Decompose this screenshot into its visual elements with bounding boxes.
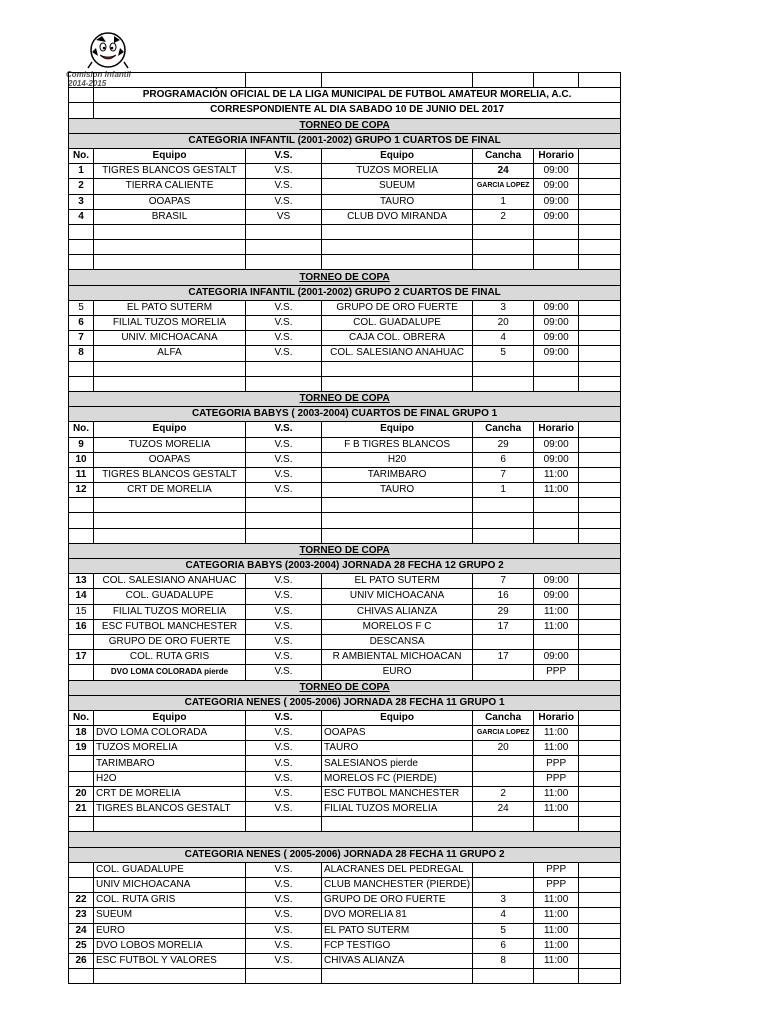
away-team: TAURO — [322, 194, 473, 209]
away-team: EURO — [322, 665, 473, 680]
away-team: MORELOS FC (PIERDE) — [322, 771, 473, 786]
col-vs-header: V.S. — [246, 148, 322, 163]
categoria-title: CATEGORIA INFANTIL (2001-2002) GRUPO 1 CUARTOS DE FINAL — [69, 133, 621, 148]
match-number — [69, 634, 94, 649]
cancha-value: 16 — [473, 589, 534, 604]
away-team: CHIVAS ALIANZA — [322, 604, 473, 619]
match-number: 15 — [69, 604, 94, 619]
cancha-value: 20 — [473, 316, 534, 331]
column-header-row — [69, 710, 621, 725]
match-row — [69, 802, 621, 817]
cancha-value: 6 — [473, 452, 534, 467]
away-team: GRUPO DE ORO FUERTE — [322, 300, 473, 315]
match-row — [69, 209, 621, 224]
away-team: SUEUM — [322, 179, 473, 194]
versus-label: V.S. — [246, 194, 322, 209]
match-number — [69, 665, 94, 680]
horario-value: 11:00 — [534, 786, 579, 801]
categoria-row — [69, 407, 621, 422]
torneo-row — [69, 680, 621, 695]
match-row — [69, 650, 621, 665]
versus-label: V.S. — [246, 634, 322, 649]
match-row — [69, 938, 621, 953]
match-number: 23 — [69, 908, 94, 923]
categoria-title: CATEGORIA NENES ( 2005-2006) JORNADA 28 FECHA 11 GRUPO 1 — [69, 695, 621, 710]
versus-label: V.S. — [246, 938, 322, 953]
horario-value: 09:00 — [534, 346, 579, 361]
home-team: OOAPAS — [94, 194, 246, 209]
torneo-title — [69, 832, 621, 847]
horario-value: 09:00 — [534, 179, 579, 194]
away-team: EL PATO SUTERM — [322, 574, 473, 589]
match-row — [69, 741, 621, 756]
away-team: FCP TESTIGO — [322, 938, 473, 953]
match-row — [69, 589, 621, 604]
match-row — [69, 665, 621, 680]
col-team2-header: Equipo — [322, 148, 473, 163]
horario-value: 09:00 — [534, 316, 579, 331]
away-team: DESCANSA — [322, 634, 473, 649]
home-team: H2O — [94, 771, 246, 786]
horario-value: 11:00 — [534, 604, 579, 619]
cancha-value: 2 — [473, 786, 534, 801]
horario-value: 09:00 — [534, 300, 579, 315]
versus-label: V.S. — [246, 619, 322, 634]
versus-label: V.S. — [246, 650, 322, 665]
home-team: TIGRES BLANCOS GESTALT — [94, 467, 246, 482]
cancha-value: 4 — [473, 331, 534, 346]
away-team: DVO MORELIA 81 — [322, 908, 473, 923]
match-number: 8 — [69, 346, 94, 361]
col-team1-header: Equipo — [94, 422, 246, 437]
match-row — [69, 483, 621, 498]
versus-label: V.S. — [246, 331, 322, 346]
away-team: COL. GUADALUPE — [322, 316, 473, 331]
logo-caption: Comision Infantil — [66, 70, 131, 79]
home-team: CRT DE MORELIA — [94, 786, 246, 801]
match-row — [69, 893, 621, 908]
cancha-value — [473, 877, 534, 892]
versus-label: V.S. — [246, 665, 322, 680]
versus-label: V.S. — [246, 437, 322, 452]
match-row — [69, 437, 621, 452]
home-team: EURO — [94, 923, 246, 938]
match-number: 9 — [69, 437, 94, 452]
horario-value: 11:00 — [534, 726, 579, 741]
match-number: 4 — [69, 209, 94, 224]
match-number: 19 — [69, 741, 94, 756]
match-number — [69, 756, 94, 771]
torneo-row — [69, 118, 621, 133]
categoria-row — [69, 695, 621, 710]
versus-label: V.S. — [246, 726, 322, 741]
match-row — [69, 452, 621, 467]
column-header-row — [69, 422, 621, 437]
versus-label: V.S. — [246, 908, 322, 923]
blank-row — [69, 73, 621, 88]
cancha-value: 7 — [473, 574, 534, 589]
versus-label: V.S. — [246, 179, 322, 194]
away-team: TUZOS MORELIA — [322, 164, 473, 179]
horario-value: 11:00 — [534, 802, 579, 817]
categoria-title: CATEGORIA BABYS (2003-2004) JORNADA 28 FECHA 12 GRUPO 2 — [69, 559, 621, 574]
col-cancha-header: Cancha — [473, 710, 534, 725]
home-team: OOAPAS — [94, 452, 246, 467]
blank-row — [69, 817, 621, 832]
cancha-value: 29 — [473, 604, 534, 619]
torneo-title: TORNEO DE COPA — [69, 680, 621, 695]
home-team: TIERRA CALIENTE — [94, 179, 246, 194]
match-row — [69, 331, 621, 346]
match-row — [69, 467, 621, 482]
home-team: TIGRES BLANCOS GESTALT — [94, 802, 246, 817]
versus-label: V.S. — [246, 316, 322, 331]
horario-value: 09:00 — [534, 437, 579, 452]
match-number: 20 — [69, 786, 94, 801]
home-team: SUEUM — [94, 908, 246, 923]
versus-label: V.S. — [246, 574, 322, 589]
home-team: FILIAL TUZOS MORELIA — [94, 604, 246, 619]
away-team: R AMBIENTAL MICHOACAN — [322, 650, 473, 665]
away-team: CAJA COL. OBRERA — [322, 331, 473, 346]
categoria-row — [69, 133, 621, 148]
versus-label: V.S. — [246, 786, 322, 801]
match-number: 6 — [69, 316, 94, 331]
col-team2-header: Equipo — [322, 422, 473, 437]
col-horario-header: Horario — [534, 148, 579, 163]
title-row — [69, 88, 621, 103]
home-team: ESC FUTBOL MANCHESTER — [94, 619, 246, 634]
match-number: 1 — [69, 164, 94, 179]
cancha-value: GARCIA LOPEZ — [473, 726, 534, 741]
cancha-value: 5 — [473, 923, 534, 938]
home-team: UNIV MICHOACANA — [94, 877, 246, 892]
horario-value: 11:00 — [534, 908, 579, 923]
match-number: 22 — [69, 893, 94, 908]
cancha-value: 5 — [473, 346, 534, 361]
match-row — [69, 316, 621, 331]
versus-label: V.S. — [246, 300, 322, 315]
match-row — [69, 194, 621, 209]
torneo-row — [69, 391, 621, 406]
away-team: CLUB MANCHESTER (PIERDE) — [322, 877, 473, 892]
cancha-value: 2 — [473, 209, 534, 224]
versus-label: V.S. — [246, 893, 322, 908]
cancha-value — [473, 665, 534, 680]
col-team1-header: Equipo — [94, 710, 246, 725]
versus-label: V.S. — [246, 604, 322, 619]
away-team: F B TIGRES BLANCOS — [322, 437, 473, 452]
cancha-value: 3 — [473, 893, 534, 908]
home-team: GRUPO DE ORO FUERTE — [94, 634, 246, 649]
cancha-value: 4 — [473, 908, 534, 923]
categoria-title: CATEGORIA NENES ( 2005-2006) JORNADA 28 FECHA 11 GRUPO 2 — [69, 847, 621, 862]
torneo-title: TORNEO DE COPA — [69, 543, 621, 558]
blank-row — [69, 255, 621, 270]
cancha-value: 8 — [473, 953, 534, 968]
home-team: TUZOS MORELIA — [94, 741, 246, 756]
home-team: COL. GUADALUPE — [94, 862, 246, 877]
horario-value: 11:00 — [534, 938, 579, 953]
away-team: OOAPAS — [322, 726, 473, 741]
match-number: 10 — [69, 452, 94, 467]
horario-value: 11:00 — [534, 923, 579, 938]
horario-value: 11:00 — [534, 619, 579, 634]
away-team: ESC FUTBOL MANCHESTER — [322, 786, 473, 801]
home-team: TIGRES BLANCOS GESTALT — [94, 164, 246, 179]
home-team: FILIAL TUZOS MORELIA — [94, 316, 246, 331]
home-team: TUZOS MORELIA — [94, 437, 246, 452]
match-row — [69, 619, 621, 634]
match-row — [69, 756, 621, 771]
column-header-row — [69, 148, 621, 163]
blank-row — [69, 240, 621, 255]
col-no-header: No. — [69, 710, 94, 725]
versus-label: V.S. — [246, 164, 322, 179]
cancha-value: 24 — [473, 164, 534, 179]
away-team: FILIAL TUZOS MORELIA — [322, 802, 473, 817]
match-row — [69, 786, 621, 801]
match-row — [69, 634, 621, 649]
horario-value: 11:00 — [534, 893, 579, 908]
match-number: 17 — [69, 650, 94, 665]
horario-value: PPP — [534, 756, 579, 771]
blank-row — [69, 969, 621, 984]
versus-label: V.S. — [246, 483, 322, 498]
home-team: COL. RUTA GRIS — [94, 893, 246, 908]
cancha-value — [473, 634, 534, 649]
torneo-title: TORNEO DE COPA — [69, 391, 621, 406]
horario-value: 09:00 — [534, 194, 579, 209]
match-number: 12 — [69, 483, 94, 498]
versus-label: V.S. — [246, 452, 322, 467]
col-team1-header: Equipo — [94, 148, 246, 163]
logo-years: 2014-2015 — [68, 79, 107, 88]
cancha-value — [473, 862, 534, 877]
match-row — [69, 574, 621, 589]
away-team: TARIMBARO — [322, 467, 473, 482]
cancha-value — [473, 756, 534, 771]
home-team: COL. RUTA GRIS — [94, 650, 246, 665]
home-team: COL. SALESIANO ANAHUAC — [94, 574, 246, 589]
col-vs-header: V.S. — [246, 422, 322, 437]
horario-value — [534, 634, 579, 649]
match-number: 18 — [69, 726, 94, 741]
subtitle-row — [69, 103, 621, 118]
col-team2-header: Equipo — [322, 710, 473, 725]
torneo-row — [69, 832, 621, 847]
torneo-row — [69, 270, 621, 285]
horario-value: 11:00 — [534, 741, 579, 756]
torneo-title: TORNEO DE COPA — [69, 270, 621, 285]
match-row — [69, 953, 621, 968]
cancha-value: 6 — [473, 938, 534, 953]
match-number: 16 — [69, 619, 94, 634]
away-team: UNIV MICHOACANA — [322, 589, 473, 604]
versus-label: V.S. — [246, 877, 322, 892]
cancha-value — [473, 771, 534, 786]
versus-label: V.S. — [246, 741, 322, 756]
match-row — [69, 862, 621, 877]
match-row — [69, 726, 621, 741]
horario-value: PPP — [534, 771, 579, 786]
home-team: CRT DE MORELIA — [94, 483, 246, 498]
versus-label: V.S. — [246, 953, 322, 968]
match-row — [69, 604, 621, 619]
col-cancha-header: Cancha — [473, 422, 534, 437]
cancha-value: 17 — [473, 619, 534, 634]
schedule-table — [68, 72, 621, 984]
match-number — [69, 877, 94, 892]
match-number: 7 — [69, 331, 94, 346]
versus-label: V.S. — [246, 467, 322, 482]
away-team: TAURO — [322, 483, 473, 498]
categoria-row — [69, 559, 621, 574]
cancha-value: GARCIA LOPEZ — [473, 179, 534, 194]
match-row — [69, 346, 621, 361]
horario-value: 09:00 — [534, 331, 579, 346]
home-team: ESC FUTBOL Y VALORES — [94, 953, 246, 968]
match-number: 24 — [69, 923, 94, 938]
home-team: ALFA — [94, 346, 246, 361]
cancha-value: 17 — [473, 650, 534, 665]
versus-label: V.S. — [246, 346, 322, 361]
horario-value: 09:00 — [534, 574, 579, 589]
versus-label: V.S. — [246, 802, 322, 817]
horario-value: 09:00 — [534, 452, 579, 467]
home-team: BRASIL — [94, 209, 246, 224]
match-number — [69, 862, 94, 877]
col-horario-header: Horario — [534, 710, 579, 725]
torneo-row — [69, 543, 621, 558]
match-number: 26 — [69, 953, 94, 968]
horario-value: 09:00 — [534, 650, 579, 665]
document-title: PROGRAMACIÓN OFICIAL DE LA LIGA MUNICIPAL DE FUTBOL AMATEUR MORELIA, A.C. — [94, 88, 621, 103]
col-vs-header: V.S. — [246, 710, 322, 725]
match-row — [69, 164, 621, 179]
match-number — [69, 771, 94, 786]
blank-row — [69, 361, 621, 376]
cancha-value: 1 — [473, 194, 534, 209]
match-row — [69, 771, 621, 786]
match-number: 11 — [69, 467, 94, 482]
horario-value: PPP — [534, 665, 579, 680]
match-row — [69, 179, 621, 194]
match-number: 25 — [69, 938, 94, 953]
cancha-value: 3 — [473, 300, 534, 315]
horario-value: 09:00 — [534, 589, 579, 604]
home-team: DVO LOBOS MORELIA — [94, 938, 246, 953]
horario-value: PPP — [534, 862, 579, 877]
away-team: MORELOS F C — [322, 619, 473, 634]
blank-row — [69, 513, 621, 528]
cancha-value: 1 — [473, 483, 534, 498]
soccer-ball-mascot-icon — [86, 30, 130, 70]
away-team: CHIVAS ALIANZA — [322, 953, 473, 968]
col-cancha-header: Cancha — [473, 148, 534, 163]
blank-row — [69, 376, 621, 391]
home-team: DVO LOMA COLORADA pierde — [94, 665, 246, 680]
versus-label: V.S. — [246, 756, 322, 771]
categoria-title: CATEGORIA INFANTIL (2001-2002) GRUPO 2 CUARTOS DE FINAL — [69, 285, 621, 300]
away-team: ALACRANES DEL PEDREGAL — [322, 862, 473, 877]
col-no-header: No. — [69, 148, 94, 163]
versus-label: V.S. — [246, 589, 322, 604]
match-number: 3 — [69, 194, 94, 209]
cancha-value: 7 — [473, 467, 534, 482]
match-number: 13 — [69, 574, 94, 589]
match-row — [69, 877, 621, 892]
col-horario-header: Horario — [534, 422, 579, 437]
horario-value: PPP — [534, 877, 579, 892]
col-no-header: No. — [69, 422, 94, 437]
away-team: SALESIANOS pierde — [322, 756, 473, 771]
cancha-value: 20 — [473, 741, 534, 756]
blank-row — [69, 528, 621, 543]
home-team: COL. GUADALUPE — [94, 589, 246, 604]
match-row — [69, 300, 621, 315]
torneo-title: TORNEO DE COPA — [69, 118, 621, 133]
cancha-value: 24 — [473, 802, 534, 817]
away-team: COL. SALESIANO ANAHUAC — [322, 346, 473, 361]
away-team: EL PATO SUTERM — [322, 923, 473, 938]
versus-label: VS — [246, 209, 322, 224]
cancha-value: 29 — [473, 437, 534, 452]
horario-value: 09:00 — [534, 209, 579, 224]
match-row — [69, 908, 621, 923]
blank-row — [69, 224, 621, 239]
home-team: DVO LOMA COLORADA — [94, 726, 246, 741]
match-number: 5 — [69, 300, 94, 315]
categoria-row — [69, 285, 621, 300]
document-subtitle: CORRESPONDIENTE AL DIA SABADO 10 DE JUNIO DEL 2017 — [94, 103, 621, 118]
match-number: 2 — [69, 179, 94, 194]
away-team: CLUB DVO MIRANDA — [322, 209, 473, 224]
versus-label: V.S. — [246, 862, 322, 877]
away-team: GRUPO DE ORO FUERTE — [322, 893, 473, 908]
home-team: EL PATO SUTERM — [94, 300, 246, 315]
versus-label: V.S. — [246, 771, 322, 786]
match-number: 14 — [69, 589, 94, 604]
horario-value: 11:00 — [534, 467, 579, 482]
match-number: 21 — [69, 802, 94, 817]
horario-value: 11:00 — [534, 483, 579, 498]
home-team: UNIV. MICHOACANA — [94, 331, 246, 346]
horario-value: 09:00 — [534, 164, 579, 179]
home-team: TARIMBARO — [94, 756, 246, 771]
match-row — [69, 923, 621, 938]
versus-label: V.S. — [246, 923, 322, 938]
categoria-title: CATEGORIA BABYS ( 2003-2004) CUARTOS DE FINAL GRUPO 1 — [69, 407, 621, 422]
categoria-row — [69, 847, 621, 862]
away-team: TAURO — [322, 741, 473, 756]
blank-row — [69, 498, 621, 513]
horario-value: 11:00 — [534, 953, 579, 968]
away-team: H20 — [322, 452, 473, 467]
